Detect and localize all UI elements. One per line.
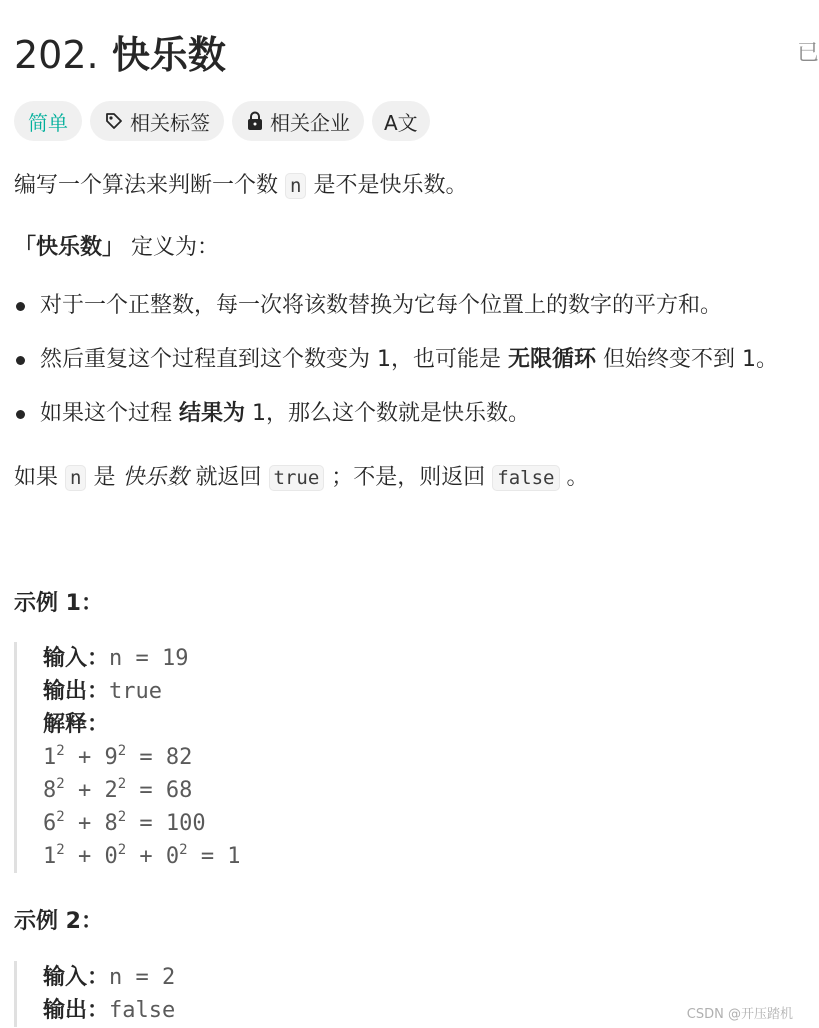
definition-line	[14, 230, 219, 261]
inline-code: n	[65, 465, 86, 491]
related-companies-button[interactable]	[232, 101, 364, 141]
explain-label: 解释：	[43, 712, 110, 737]
list-item	[14, 340, 778, 394]
inline-code: n	[285, 173, 306, 199]
digit: 8	[104, 811, 118, 836]
output-label: 输出：	[43, 998, 110, 1023]
difficulty-badge[interactable]	[14, 101, 82, 141]
plus: +	[139, 844, 153, 869]
bold-term: 结果为	[179, 401, 246, 426]
example-2-block	[14, 961, 175, 1027]
example-output-row	[43, 994, 175, 1027]
text: 编写一个算法来判断一个数	[14, 173, 279, 198]
problem-title	[14, 24, 226, 79]
input-value: n = 2	[109, 965, 176, 990]
plus: +	[77, 745, 92, 770]
explain-line	[43, 774, 241, 807]
exponent: 2	[117, 842, 127, 858]
text: 对于一个正整数，每一次将该数替换为它每个位置上的数字的平方和。	[40, 293, 723, 318]
text: 如果这个过程	[40, 401, 173, 426]
example-1-title: 示例 1：	[14, 591, 103, 616]
return-paragraph	[14, 460, 589, 491]
exponent: 2	[117, 743, 127, 759]
example-explain-row	[43, 708, 241, 741]
example-input-row	[43, 642, 241, 675]
tag-icon	[104, 111, 124, 131]
text: 。	[566, 465, 589, 490]
input-label: 输入：	[43, 646, 110, 671]
text: 就返回	[195, 465, 262, 490]
translate-icon: A文	[384, 110, 418, 135]
input-label: 输入：	[43, 965, 110, 990]
plus: +	[77, 811, 92, 836]
digit: 6	[43, 811, 57, 836]
related-companies-label: 相关企业	[270, 110, 350, 135]
digit: 9	[104, 745, 118, 770]
lock-icon	[246, 111, 264, 131]
solved-status-glyph: 已	[797, 41, 819, 66]
text: 是不是快乐数。	[313, 173, 468, 198]
text: 如果	[14, 465, 59, 490]
bold-term: 「快乐数」	[14, 235, 125, 260]
result: = 68	[139, 778, 193, 803]
exponent: 2	[56, 743, 65, 759]
text: 定义为：	[131, 235, 220, 260]
result: = 82	[139, 745, 193, 770]
exponent: 2	[56, 842, 65, 858]
result: = 1	[200, 844, 241, 869]
digit: 2	[104, 778, 118, 803]
result: = 100	[139, 811, 206, 836]
tag-bar	[14, 101, 430, 141]
output-value: true	[109, 679, 162, 704]
description-paragraph-1	[14, 168, 467, 199]
output-label: 输出：	[43, 679, 110, 704]
explain-line	[43, 807, 241, 840]
digit: 1	[43, 844, 57, 869]
text: 然后重复这个过程直到这个数变为 1，也可能是	[40, 347, 501, 372]
example-output-row	[43, 675, 241, 708]
text: 是	[93, 465, 116, 490]
example-1-block	[14, 642, 241, 873]
example-2-title: 示例 2：	[14, 909, 103, 934]
translate-button[interactable]	[372, 101, 430, 141]
example-input-row	[43, 961, 175, 994]
related-tags-button[interactable]	[90, 101, 224, 141]
list-item	[14, 286, 778, 340]
input-value: n = 19	[109, 646, 189, 671]
exponent: 2	[179, 842, 188, 858]
exponent: 2	[56, 809, 65, 825]
digit: 1	[43, 745, 57, 770]
text: 但始终变不到 1。	[603, 347, 779, 372]
problem-name: 快乐数	[111, 33, 226, 77]
exponent: 2	[56, 776, 65, 792]
exponent: 2	[117, 776, 127, 792]
text: ；不是，则返回	[331, 465, 486, 490]
digit: 8	[43, 778, 57, 803]
explain-line	[43, 840, 241, 873]
exponent: 2	[117, 809, 127, 825]
inline-code: true	[269, 465, 325, 491]
list-item	[14, 394, 778, 448]
italic-term: 快乐数	[122, 465, 189, 490]
related-tags-label: 相关标签	[130, 110, 210, 135]
watermark: CSDN @开压踏机	[686, 1007, 793, 1022]
explain-line	[43, 741, 241, 774]
text: 1，那么这个数就是快乐数。	[252, 401, 531, 426]
rules-list	[14, 286, 778, 448]
problem-number: 202.	[14, 33, 99, 77]
plus: +	[77, 778, 92, 803]
bold-term: 无限循环	[508, 347, 597, 372]
digit: 0	[104, 844, 118, 869]
difficulty-label: 简单	[28, 110, 68, 135]
output-value: false	[109, 998, 176, 1023]
inline-code: false	[492, 465, 559, 491]
plus: +	[77, 844, 92, 869]
digit: 0	[165, 844, 180, 869]
